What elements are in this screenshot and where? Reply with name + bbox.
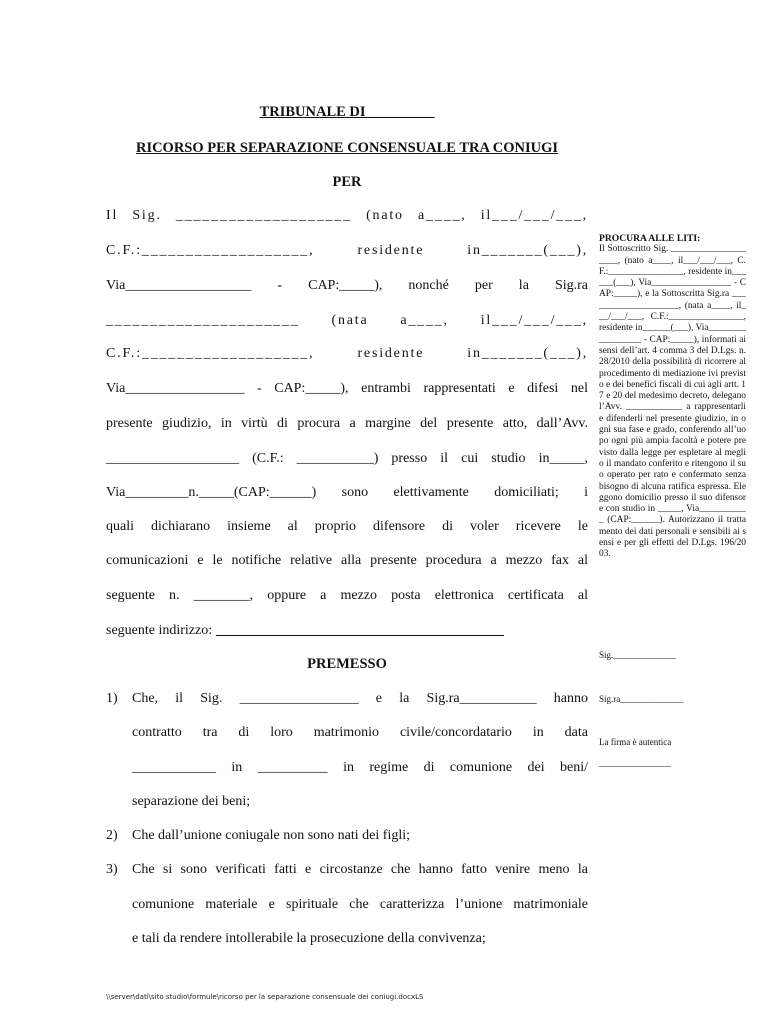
address-label: seguente indirizzo:: [106, 623, 216, 638]
intro-line: Il Sig. ____________________ (nato a____, il___/___/___,: [106, 208, 588, 223]
intro-line: C.F.:___________________, residente in_______(___),: [106, 243, 588, 258]
intro-line: presente giudizio, in virtù di procura a margine del presente atto, dall’Avv.: [106, 416, 588, 431]
firma-line: ________________: [599, 758, 671, 768]
document-subject: RICORSO PER SEPARAZIONE CONSENSUALE TRA CONIUGI: [135, 140, 559, 156]
list-number: 3): [106, 862, 118, 877]
intro-line: Via__________________ - CAP:_____), nonché per la Sig.ra: [106, 278, 588, 293]
list-item-line: ____________ in __________ in regime di comunione dei beni/: [132, 760, 588, 775]
procura-sidebar: [599, 233, 746, 561]
list-item-line: Che dall’unione coniugale non sono nati dei figli;: [132, 828, 410, 843]
intro-line: seguente n. ________, oppure a mezzo posta elettronica certificata al: [106, 588, 588, 603]
premesso-heading: PREMESSO: [307, 656, 387, 672]
list-number: 1): [106, 691, 118, 706]
address-underline: [216, 623, 504, 636]
intro-line: [106, 623, 588, 639]
intro-line: Via_________________ - CAP:_____), entrambi rappresentati e difesi nel: [106, 381, 588, 396]
signature-sigra: Sig.ra______________: [599, 694, 684, 704]
list-item-line: e tali da rendere intollerabile la prosecuzione della convivenza;: [132, 931, 486, 946]
list-item-line: Che, il Sig. _________________ e la Sig.ra___________ hanno: [132, 691, 588, 706]
list-item-line: comunione materiale e spirituale che caratterizza l’unione matrimoniale: [132, 897, 588, 912]
per-heading: PER: [332, 174, 362, 190]
court-title: TRIBUNALE DI _________: [259, 104, 435, 120]
intro-line: ______________________ (nata a____, il___/___/___,: [106, 313, 588, 328]
list-item-line: separazione dei beni;: [132, 794, 251, 809]
list-number: 2): [106, 828, 118, 843]
procura-title: PROCURA ALLE LITI:: [599, 233, 701, 244]
intro-line: Via_________n._____(CAP:______) sono elettivamente domiciliati; i: [106, 485, 588, 500]
procura-text: Il Sottoscritto Sig. ____________________, (nato a____, il___/___/___, C.F.:________________, residente in______(___), Via_________________ - CAP:_____), e la Sottoscritta Sig.ra ____________________, (nata a____, il___/___/___, C.F.:________________, residente in______(___), Via_________________ - CAP:_____), informati ai sensi dell’art. 4 comma 3 del D.Lgs. n. 28/2010 della possibilità di ricorrere al procedimento di mediazione ivi previsto e dei benefici fiscali di cui agli artt. 17 e 20 del medesimo decreto, delegano l’Avv. ____________ a rappresentarli e difenderli nel presente giudizio, in ogni sua fase e grado, conferendo all’uopo ogni più ampia facoltà e potere previsto dalla legge per espletare al meglio il mandato conferito e ritengono il suo operato per rato e confermato senza bisogno di alcuna ratifica espressa. Eleggono domicilio presso il suo difensore con studio in _____, Via___________ (CAP:______). Autorizzano il trattamento dei dati personali e sensibili ai sensi e per gli effetti del D.Lgs. 196/2003.: [599, 244, 746, 560]
intro-line: quali dichiarano insieme al proprio difensore di voler ricevere le: [106, 519, 588, 534]
intro-line: comunicazioni e le notifiche relative alla presente procedura a mezzo fax al: [106, 553, 588, 568]
signature-sig: Sig.______________: [599, 650, 677, 660]
list-item-line: Che si sono verificati fatti e circostanze che hanno fatto venire meno la: [132, 862, 588, 877]
list-item-line: contratto tra di loro matrimonio civile/concordatario in data: [132, 725, 588, 740]
intro-line: C.F.:___________________, residente in_______(___),: [106, 346, 588, 361]
firma-autentica: La firma è autentica: [599, 737, 672, 747]
file-path-footer: \\server\dati\sito studio\formule\ricorso per la separazione consensuale dei coniugi.docxLS: [106, 993, 424, 1001]
intro-line: ___________________ (C.F.: ___________) presso il cui studio in_____,: [106, 451, 588, 466]
